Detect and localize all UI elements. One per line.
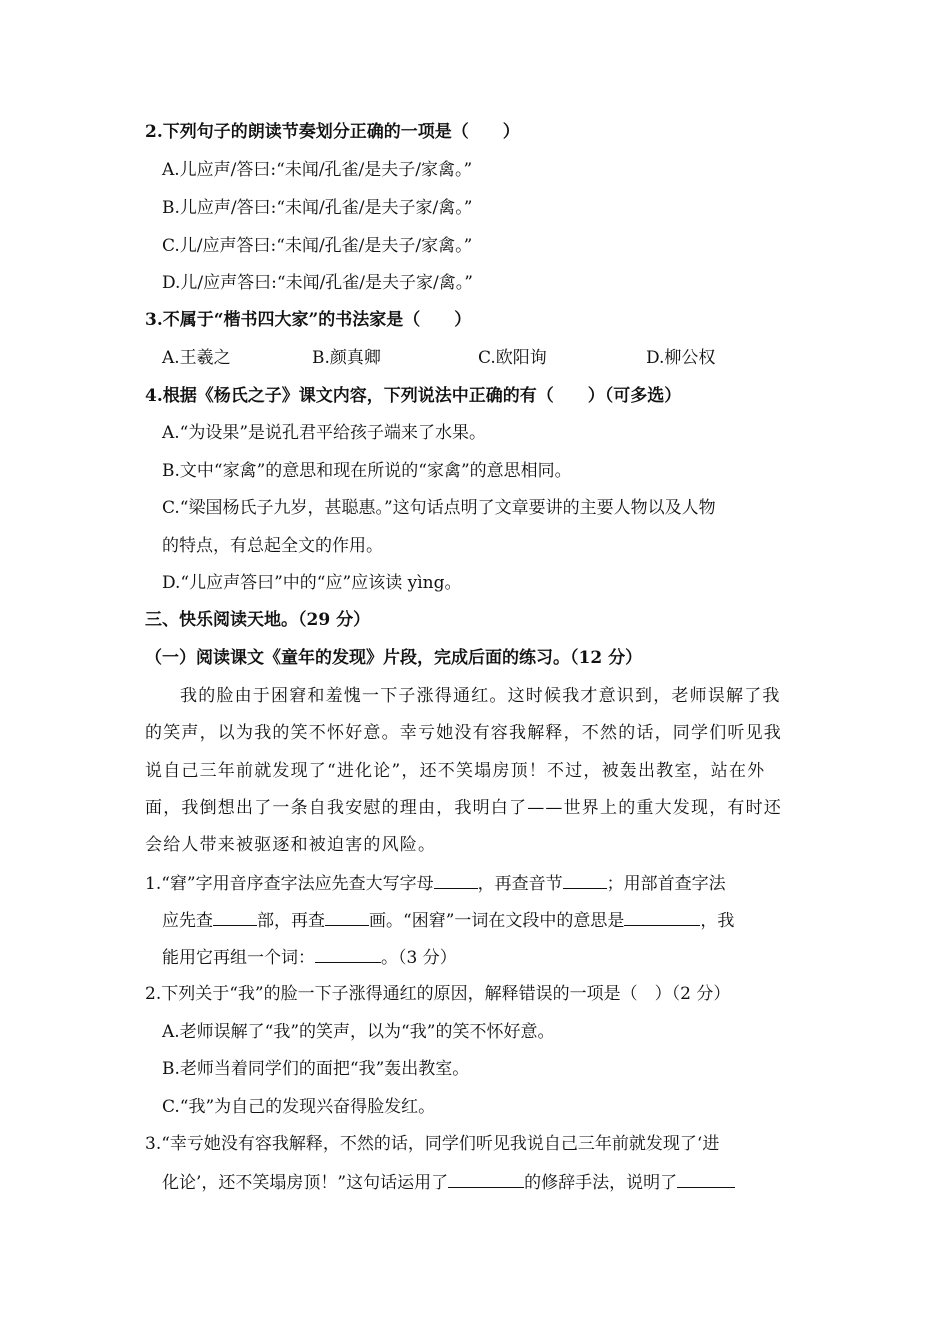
q2-stem: 2.下列句子的朗读节奏划分正确的一项是（ ） bbox=[145, 122, 520, 142]
q2-option-c: C.儿/应声答曰:“未闻/孔雀/是夫子/家禽。” bbox=[162, 236, 473, 256]
reading-q1-line-3 bbox=[162, 946, 457, 968]
q2-option-d: D.儿/应声答曰:“未闻/孔雀/是夫子家/禽。” bbox=[162, 273, 473, 293]
q4-option-c: C.“梁国杨氏子九岁，甚聪惠。”这句话点明了文章要讲的主要人物以及人物 bbox=[162, 498, 716, 518]
reading-q3-text-b: 化论’，还不笑塌房顶！”这句话运用了 bbox=[162, 1173, 449, 1193]
section3-part1-title: （一）阅读课文《童年的发现》片段，完成后面的练习。（12 分） bbox=[145, 648, 643, 668]
reading-q1-line-2 bbox=[162, 909, 734, 931]
passage-line-3: 说自己三年前就发现了“进化论”，还不笑塌房顶！不过，被轰出教室，站在外 bbox=[145, 761, 766, 781]
passage-line-5: 会给人带来被驱逐和被迫害的风险。 bbox=[145, 835, 437, 855]
answer-blank-strokes[interactable] bbox=[325, 909, 369, 926]
q2-option-b: B.儿应声/答曰:“未闻/孔雀/是夫子家/禽。” bbox=[162, 198, 473, 218]
reading-q1-text-c: ；用部首查字法 bbox=[606, 874, 726, 894]
q4-option-c-cont: 的特点，有总起全文的作用。 bbox=[162, 536, 383, 556]
passage-line-1: 我的脸由于困窘和羞愧一下子涨得通红。这时候我才意识到，老师误解了我 bbox=[180, 686, 781, 706]
q3-option-c: C.欧阳询 bbox=[478, 348, 547, 368]
q4-stem: 4.根据《杨氏之子》课文内容，下列说法中正确的有（ ）（可多选） bbox=[145, 386, 682, 406]
reading-q1-text-i: 。（3 分） bbox=[381, 948, 457, 968]
reading-q2-option-b: B.老师当着同学们的面把“我”轰出教室。 bbox=[162, 1059, 470, 1079]
reading-q3-text-c: 的修辞手法，说明了 bbox=[524, 1173, 678, 1193]
reading-q3-line-1: 3.“幸亏她没有容我解释，不然的话，同学们听见我说自己三年前就发现了‘进 bbox=[145, 1134, 720, 1154]
reading-q1-text-b: ，再查音节 bbox=[477, 874, 563, 894]
answer-blank-meaning[interactable] bbox=[624, 909, 700, 926]
reading-q1-text-f: 画。“困窘”一词在文段中的意思是 bbox=[369, 911, 625, 931]
answer-blank-explanation[interactable] bbox=[677, 1171, 735, 1188]
reading-q1-text-e: 部，再查 bbox=[257, 911, 325, 931]
q4-option-b: B.文中“家禽”的意思和现在所说的“家禽”的意思相同。 bbox=[162, 461, 572, 481]
q3-option-b: B.颜真卿 bbox=[312, 348, 381, 368]
passage-line-4: 面，我倒想出了一条自我安慰的理由，我明白了——世界上的重大发现，有时还 bbox=[145, 798, 782, 818]
q2-option-a: A.儿应声/答曰:“未闻/孔雀/是夫子/家禽。” bbox=[162, 160, 473, 180]
reading-q1-text-d: 应先查 bbox=[162, 911, 213, 931]
q3-stem: 3.不属于“楷书四大家”的书法家是（ ） bbox=[145, 310, 472, 330]
reading-q1-text-a: 1.“窘”字用音序查字法应先查大写字母 bbox=[145, 874, 434, 894]
answer-blank-rhetoric[interactable] bbox=[448, 1171, 524, 1188]
reading-q1-text-g: ，我 bbox=[700, 911, 735, 931]
reading-q1-line-1 bbox=[145, 872, 726, 894]
reading-q2-option-a: A.老师误解了“我”的笑声，以为“我”的笑不怀好意。 bbox=[162, 1022, 555, 1042]
answer-blank-radical[interactable] bbox=[213, 909, 257, 926]
answer-blank-word[interactable] bbox=[315, 946, 381, 963]
q3-option-d: D.柳公权 bbox=[646, 348, 716, 368]
answer-blank-letter[interactable] bbox=[434, 872, 478, 889]
reading-q3-line-2 bbox=[162, 1171, 735, 1193]
section3-title: 三、快乐阅读天地。（29 分） bbox=[145, 610, 371, 630]
q3-option-a: A.王羲之 bbox=[162, 348, 231, 368]
reading-q1-text-h: 能用它再组一个词： bbox=[162, 948, 315, 968]
reading-q2-option-c: C.“我”为自己的发现兴奋得脸发红。 bbox=[162, 1097, 436, 1117]
answer-blank-syllable[interactable] bbox=[563, 872, 607, 889]
passage-line-2: 的笑声，以为我的笑不怀好意。幸亏她没有容我解释，不然的话，同学们听见我 bbox=[145, 723, 782, 743]
q4-option-a: A.“为设果”是说孔君平给孩子端来了水果。 bbox=[162, 423, 487, 443]
q4-option-d: D.“儿应声答曰”中的“应”应该读 yìng。 bbox=[162, 573, 462, 593]
reading-q2-stem: 2.下列关于“我”的脸一下子涨得通红的原因，解释错误的一项是（ ）（2 分） bbox=[145, 984, 731, 1004]
